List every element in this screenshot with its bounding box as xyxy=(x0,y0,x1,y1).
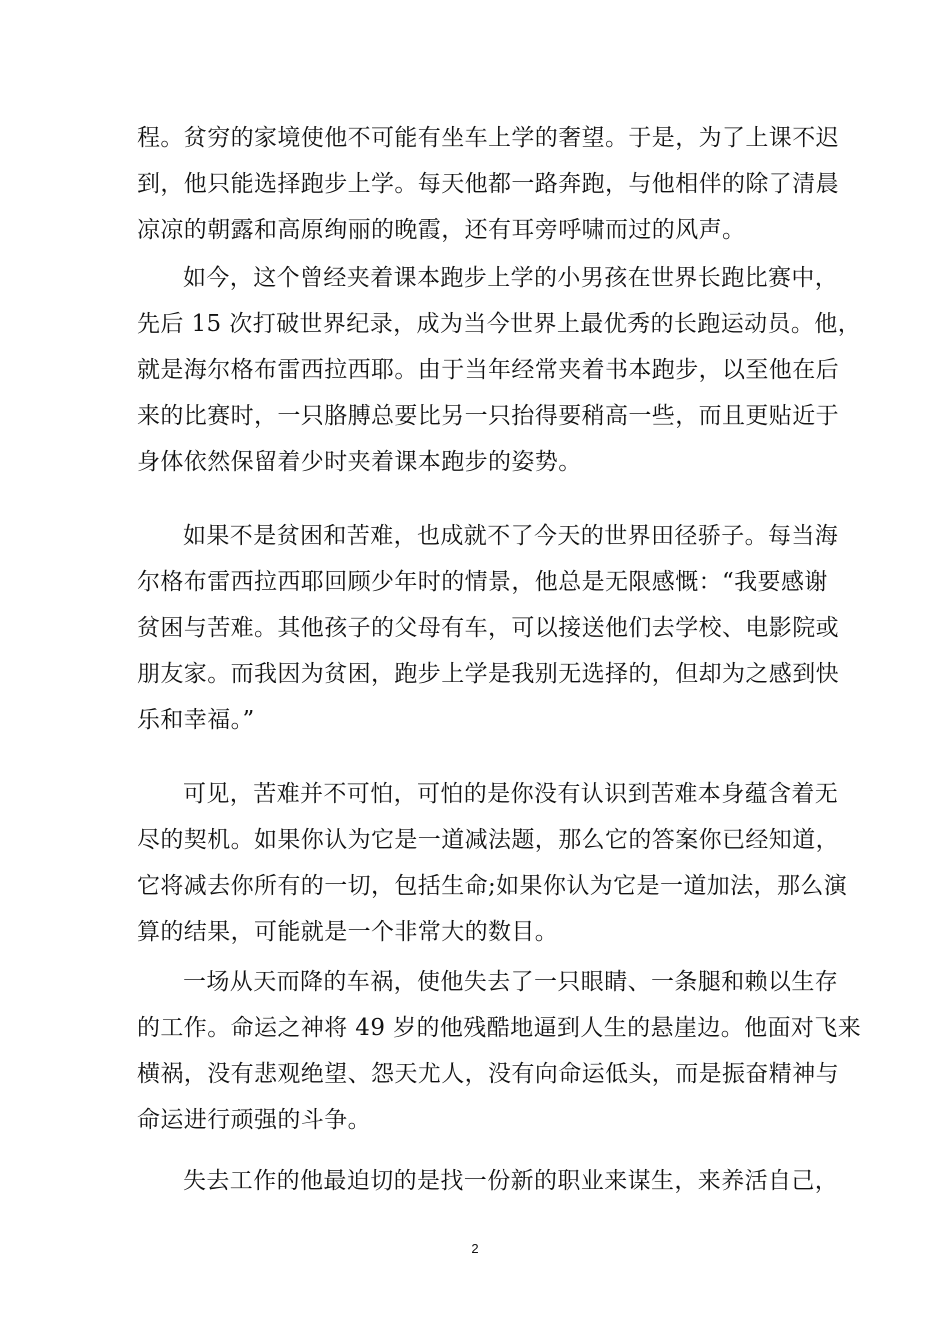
text-line: 如今，这个曾经夹着课本跑步上学的小男孩在世界长跑比赛中， xyxy=(183,265,839,291)
text-line: 算的结果，可能就是一个非常大的数目。 xyxy=(137,919,559,945)
text-line: 身体依然保留着少时夹着课本跑步的姿势。 xyxy=(137,449,582,475)
text-line: 失去工作的他最迫切的是找一份新的职业来谋生，来养活自己， xyxy=(183,1168,839,1194)
text-line: 来的比赛时，一只胳膊总要比另一只抬得要稍高一些，而且更贴近于 xyxy=(137,403,839,429)
text-line: 尽的契机。如果你认为它是一道减法题，那么它的答案你已经知道， xyxy=(137,827,839,853)
text-line: 命运进行顽强的斗争。 xyxy=(137,1107,371,1133)
text-line: 的工作。命运之神将 49 岁的他残酷地逼到人生的悬崖边。他面对飞来 xyxy=(137,1015,862,1041)
text-line: 到，他只能选择跑步上学。每天他都一路奔跑，与他相伴的除了清晨 xyxy=(137,171,839,197)
text-line: 程。贫穷的家境使他不可能有坐车上学的奢望。于是，为了上课不迟 xyxy=(137,125,839,151)
text-line: 先后 15 次打破世界纪录，成为当今世界上最优秀的长跑运动员。他， xyxy=(137,311,862,337)
page-number: 2 xyxy=(471,1241,479,1256)
text-line: 贫困与苦难。其他孩子的父母有车，可以接送他们去学校、电影院或 xyxy=(137,615,839,641)
text-line: 尔格布雷西拉西耶回顾少年时的情景，他总是无限感慨：“我要感谢 xyxy=(137,569,828,595)
text-line: 凉凉的朝露和高原绚丽的晚霞，还有耳旁呼啸而过的风声。 xyxy=(137,217,746,243)
text-line: 就是海尔格布雷西拉西耶。由于当年经常夹着书本跑步，以至他在后 xyxy=(137,357,839,383)
text-line: 横祸，没有悲观绝望、怨天尤人，没有向命运低头，而是振奋精神与 xyxy=(137,1061,839,1087)
text-line: 一场从天而降的车祸，使他失去了一只眼睛、一条腿和赖以生存 xyxy=(183,969,839,995)
text-line: 朋友家。而我因为贫困，跑步上学是我别无选择的，但却为之感到快 xyxy=(137,661,839,687)
text-line: 乐和幸福。” xyxy=(137,707,255,733)
text-line: 如果不是贫困和苦难，也成就不了今天的世界田径骄子。每当海 xyxy=(183,523,839,549)
text-line: 可见，苦难并不可怕，可怕的是你没有认识到苦难本身蕴含着无 xyxy=(183,781,839,807)
text-line: 它将减去你所有的一切，包括生命;如果你认为它是一道加法，那么演 xyxy=(137,873,848,899)
